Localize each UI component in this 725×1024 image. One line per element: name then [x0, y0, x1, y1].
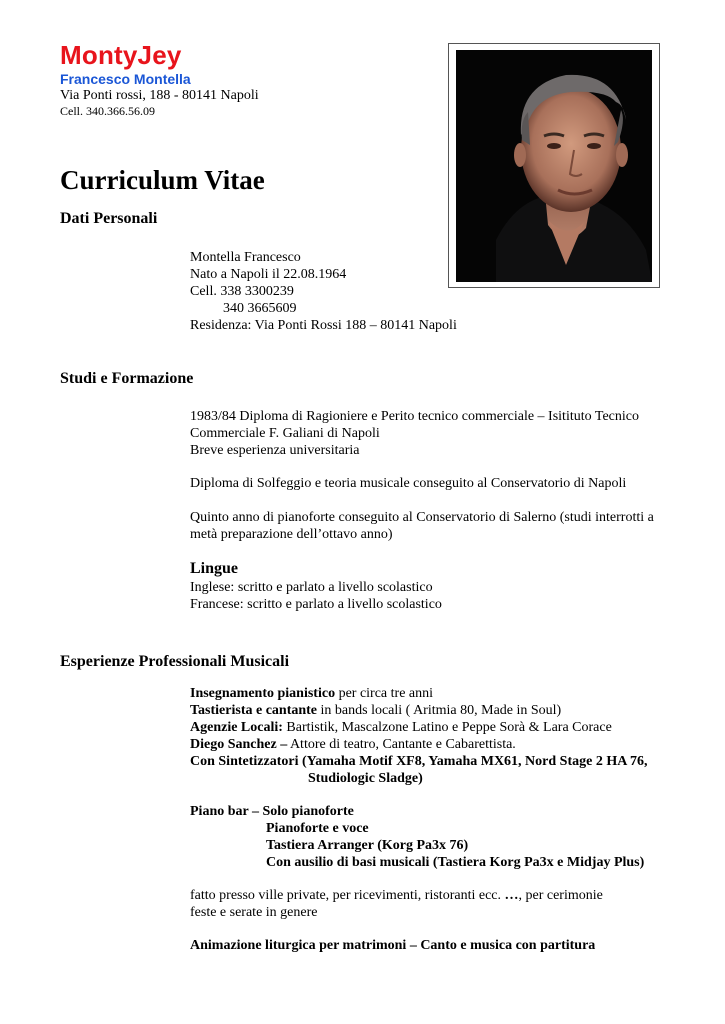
section-heading-esperienze: Esperienze Professionali Musicali [60, 653, 290, 670]
piano-bar-line: Tastiera Arranger (Korg Pa3x 76) [266, 838, 469, 853]
esperienza-line: Agenzie Locali: Bartistik, Mascalzone Latino e Peppe Sorà & Lara Corace [190, 720, 612, 735]
studi-block-2 [190, 509, 654, 543]
studi-line: metà preparazione dell’ottavo anno) [190, 527, 393, 542]
fatto-block [190, 887, 603, 921]
studi-line: Breve esperienza universitaria [190, 443, 360, 458]
section-heading-lingue: Lingue [190, 560, 239, 577]
studi-line: Diploma di Solfeggio e teoria musicale conseguito al Conservatorio di Napoli [190, 476, 627, 491]
section-heading-dati: Dati Personali [60, 210, 158, 227]
section-heading-studi: Studi e Formazione [60, 370, 194, 387]
document-title: Curriculum Vitae [60, 165, 265, 195]
dati-line: Montella Francesco [190, 250, 301, 265]
piano-bar-line: Pianoforte e voce [266, 821, 369, 836]
lingue-block [190, 579, 442, 613]
portrait-photo [456, 50, 652, 282]
esperienza-line: Diego Sanchez – Attore di teatro, Cantante e Cabarettista. [190, 737, 516, 752]
studi-line: 1983/84 Diploma di Ragioniere e Perito tecnico commerciale – Isitituto Tecnico [190, 409, 639, 424]
dati-personali-block [190, 249, 457, 334]
dati-line: 340 3665609 [223, 301, 297, 316]
lingue-line: Francese: scritto e parlato a livello scolastico [190, 597, 442, 612]
dati-line: Cell. 338 3300239 [190, 284, 294, 299]
esperienza-line: Tastierista e cantante in bands locali ( Aritmia 80, Made in Soul) [190, 703, 562, 718]
lingue-line: Inglese: scritto e parlato a livello scolastico [190, 580, 433, 595]
fatto-line: fatto presso ville private, per ricevimenti, ristoranti ecc. …, per cerimonie [190, 888, 603, 903]
dati-line: Nato a Napoli il 22.08.1964 [190, 267, 347, 282]
brand-name: MontyJey [60, 40, 182, 70]
header-address: Via Ponti rossi, 188 - 80141 Napoli [60, 88, 259, 103]
fatto-line: feste e serate in genere [190, 905, 318, 920]
header-phone: Cell. 340.366.56.09 [60, 104, 155, 118]
piano-bar-line: Con ausilio di basi musicali (Tastiera Korg Pa3x e Midjay Plus) [266, 855, 645, 870]
esperienze-block [190, 685, 648, 787]
piano-bar-line: Piano bar – Solo pianoforte [190, 804, 354, 819]
esperienza-line: Studiologic Sladge) [308, 771, 423, 786]
person-name: Francesco Montella [60, 71, 191, 87]
animazione-line: Animazione liturgica per matrimoni – Canto e musica con partitura [190, 938, 596, 953]
studi-block [190, 408, 639, 459]
esperienza-line: Insegnamento pianistico per circa tre anni [190, 686, 434, 701]
studi-line: Commerciale F. Galiani di Napoli [190, 426, 380, 441]
piano-bar-block [190, 803, 644, 871]
studi-line: Quinto anno di pianoforte conseguito al Conservatorio di Salerno (studi interrotti a [190, 510, 654, 525]
esperienza-line: Con Sintetizzatori (Yamaha Motif XF8, Yamaha MX61, Nord Stage 2 HA 76, [190, 754, 648, 769]
dati-line: Residenza: Via Ponti Rossi 188 – 80141 Napoli [190, 318, 457, 333]
